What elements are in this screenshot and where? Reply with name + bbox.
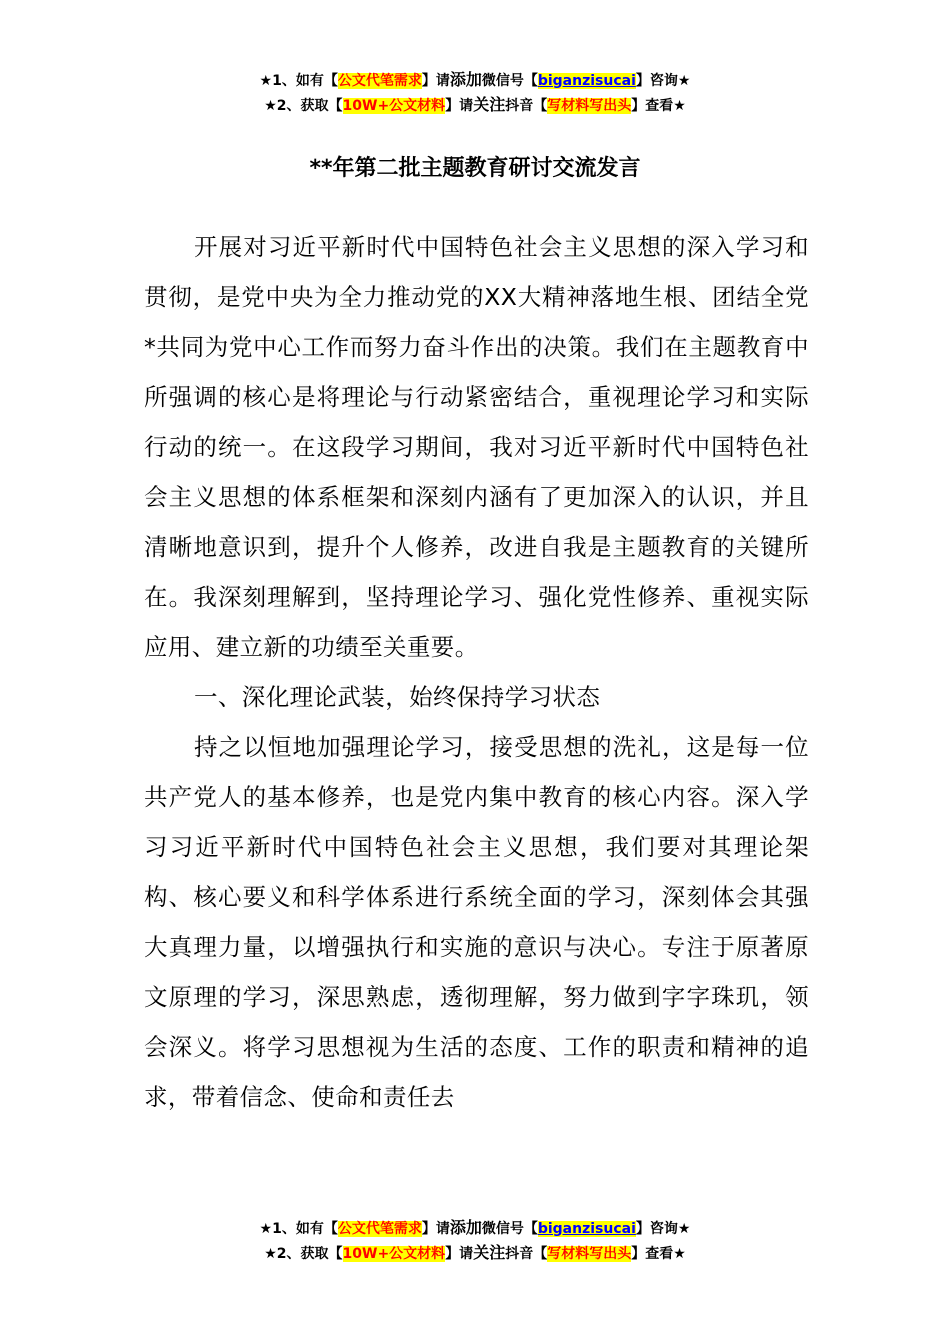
promo-douyin-account: 写材料写出头 — [547, 98, 632, 114]
promo-text: 抖音【 — [505, 1246, 548, 1262]
promo-text: 抖音【 — [505, 98, 548, 114]
promo-text: 】请 — [445, 98, 474, 114]
promo-text: 】查看★ — [631, 1246, 686, 1262]
promo-highlight-materials: 10W+公文材料 — [342, 1246, 446, 1262]
promo-highlight-materials: 10W+公文材料 — [342, 98, 446, 114]
document-title: **年第二批主题教育研讨交流发言 — [309, 156, 641, 181]
promo-line-2 — [0, 93, 950, 118]
body-paragraph: 持之以恒地加强理论学习，接受思想的洗礼，这是每一位共产党人的基本修养，也是党内集中教育的核心内容。深入学习习近平新时代中国特色社会主义思想，我们要对其理论架构、核心要义和科学体系进行系统全面的学习，深刻体会其强大真理力量，以增强执行和实施的意识与决心。专注于原著原文原理的学习，深思熟虑，透彻理解，努力做到字字珠玑，领会深义。将学习思想视为生活的态度、工作的职责和精神的追求，带着信念、使命和责任去 — [144, 733, 809, 1111]
promo-emphasis: 关注 — [473, 1243, 506, 1262]
promo-line-1 — [0, 68, 950, 93]
section-heading: 一、深化理论武装，始终保持学习状态 — [194, 683, 601, 711]
promo-emphasis: 关注 — [473, 95, 506, 114]
promo-emphasis: 添加 — [449, 1218, 482, 1237]
promo-text: 】查看★ — [631, 98, 686, 114]
promo-header — [0, 68, 950, 118]
promo-highlight-service: 公文代笔需求 — [337, 1221, 422, 1237]
promo-text: 】请 — [445, 1246, 474, 1262]
body-paragraph: 开展对习近平新时代中国特色社会主义思想的深入学习和贯彻，是党中央为全力推动党的XX大精神落地生根、团结全党*共同为党中心工作而努力奋斗作出的决策。我们在主题教育中所强调的核心是将理论与行动紧密结合，重视理论学习和实际行动的统一。在这段学习期间，我对习近平新时代中国特色社会主义思想的体系框架和深刻内涵有了更加深入的认识，并且清晰地意识到，提升个人修养，改进自我是主题教育的关键所在。我深刻理解到，坚持理论学习、强化党性修养、重视实际应用、建立新的功绩至关重要。 — [144, 233, 809, 661]
promo-text: ★1、如有【 — [259, 1221, 338, 1237]
promo-line-2 — [0, 1241, 950, 1266]
promo-text: 】请 — [421, 1221, 450, 1237]
promo-wechat-id: biganzisucai — [537, 73, 636, 89]
document-body — [144, 222, 809, 1122]
promo-highlight-service: 公文代笔需求 — [337, 73, 422, 89]
promo-emphasis: 添加 — [449, 70, 482, 89]
promo-footer — [0, 1216, 950, 1266]
promo-text: 】请 — [421, 73, 450, 89]
promo-douyin-account: 写材料写出头 — [547, 1246, 632, 1262]
promo-text: ★1、如有【 — [259, 73, 338, 89]
promo-wechat-id: biganzisucai — [537, 1221, 636, 1237]
promo-text: 微信号【 — [481, 73, 538, 89]
promo-text: ★2、获取【 — [264, 1246, 343, 1262]
promo-text: 】咨询★ — [635, 1221, 691, 1237]
promo-text: ★2、获取【 — [264, 98, 343, 114]
promo-line-1 — [0, 1216, 950, 1241]
promo-text: 】咨询★ — [635, 73, 691, 89]
promo-text: 微信号【 — [481, 1221, 538, 1237]
